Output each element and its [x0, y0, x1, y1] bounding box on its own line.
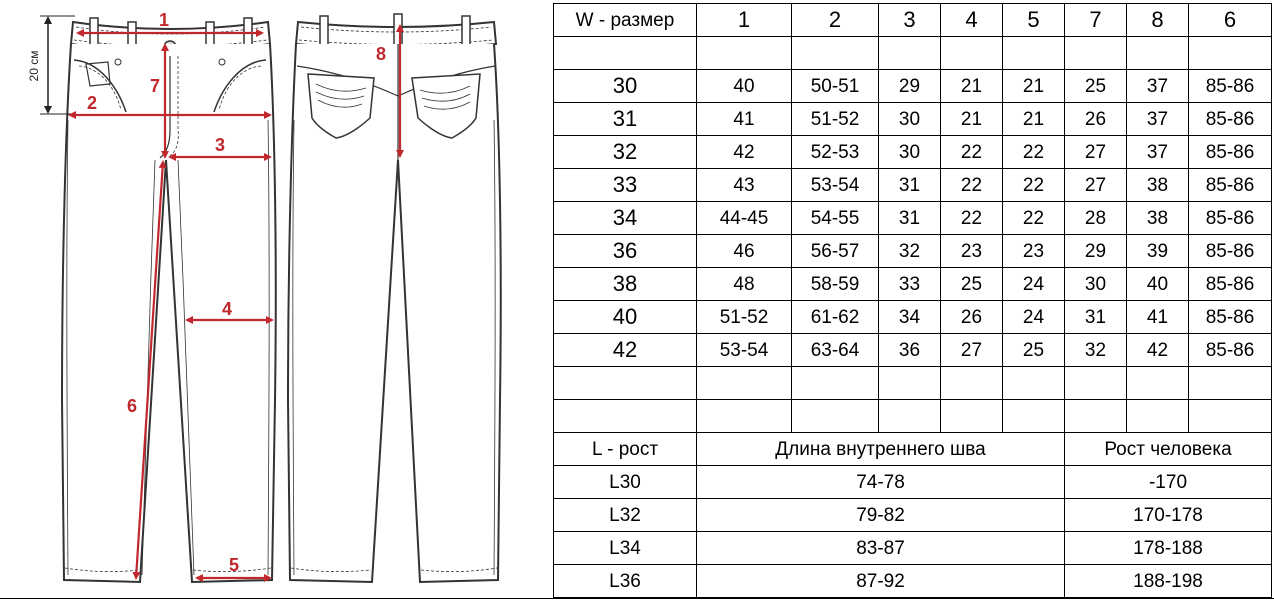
- scale-label: 20 см: [27, 50, 41, 82]
- waist-size-cell: 38: [554, 268, 697, 301]
- measurement-value-cell: 85-86: [1189, 301, 1272, 334]
- size-row: [554, 268, 1272, 301]
- measurement-value-cell: 42: [1127, 334, 1189, 367]
- inseam-header: Длина внутреннего шва: [697, 433, 1065, 466]
- measurement-value-cell: 53-54: [697, 334, 792, 367]
- measurement-value-cell: 29: [879, 70, 941, 103]
- measurement-value-cell: 32: [1065, 334, 1127, 367]
- length-label-cell: L36: [554, 565, 697, 598]
- length-row: [554, 565, 1272, 598]
- empty-cell: [1127, 37, 1189, 70]
- empty-cell: [697, 367, 792, 400]
- measurement-value-cell: 26: [1065, 103, 1127, 136]
- measurement-value-cell: 85-86: [1189, 334, 1272, 367]
- inseam-value-cell: 79-82: [697, 499, 1065, 532]
- measurement-value-cell: 26: [941, 301, 1003, 334]
- marker-5: 5: [228, 555, 240, 575]
- measurement-value-cell: 24: [1003, 268, 1065, 301]
- measurement-value-cell: 27: [1065, 136, 1127, 169]
- waist-size-cell: 33: [554, 169, 697, 202]
- size-chart-table: [553, 3, 1272, 598]
- empty-cell: [1189, 367, 1272, 400]
- measurement-value-cell: 48: [697, 268, 792, 301]
- empty-cell: [554, 400, 697, 433]
- empty-cell: [879, 400, 941, 433]
- measurement-value-cell: 21: [1003, 70, 1065, 103]
- empty-cell: [1065, 400, 1127, 433]
- waist-size-cell: 40: [554, 301, 697, 334]
- empty-cell: [697, 37, 792, 70]
- measurement-value-cell: 40: [697, 70, 792, 103]
- height-value-cell: 170-178: [1065, 499, 1272, 532]
- measurement-value-cell: 85-86: [1189, 103, 1272, 136]
- height-value-cell: -170: [1065, 466, 1272, 499]
- measurement-value-cell: 43: [697, 169, 792, 202]
- size-row: [554, 136, 1272, 169]
- measurement-value-cell: 37: [1127, 103, 1189, 136]
- empty-row: [554, 37, 1272, 70]
- measurement-value-cell: 25: [1003, 334, 1065, 367]
- measurement-value-cell: 30: [879, 136, 941, 169]
- measurement-column-header: 1: [697, 4, 792, 37]
- measurement-value-cell: 61-62: [792, 301, 879, 334]
- measurement-value-cell: 24: [1003, 301, 1065, 334]
- measurement-value-cell: 22: [941, 136, 1003, 169]
- waist-size-cell: 42: [554, 334, 697, 367]
- measurement-value-cell: 30: [879, 103, 941, 136]
- measurement-value-cell: 85-86: [1189, 136, 1272, 169]
- empty-row: [554, 367, 1272, 400]
- measurement-value-cell: 37: [1127, 70, 1189, 103]
- empty-cell: [941, 367, 1003, 400]
- measurement-value-cell: 85-86: [1189, 169, 1272, 202]
- measurement-value-cell: 28: [1065, 202, 1127, 235]
- measurement-value-cell: 63-64: [792, 334, 879, 367]
- measurement-value-cell: 41: [1127, 301, 1189, 334]
- measurement-value-cell: 51-52: [792, 103, 879, 136]
- measurement-value-cell: 53-54: [792, 169, 879, 202]
- measurement-value-cell: 23: [1003, 235, 1065, 268]
- waist-size-cell: 32: [554, 136, 697, 169]
- measurement-value-cell: 50-51: [792, 70, 879, 103]
- size-row: [554, 70, 1272, 103]
- measurement-column-header: 4: [941, 4, 1003, 37]
- empty-cell: [1003, 37, 1065, 70]
- size-row: [554, 103, 1272, 136]
- length-label-cell: L30: [554, 466, 697, 499]
- measurement-column-header: 5: [1003, 4, 1065, 37]
- measurement-value-cell: 25: [1065, 70, 1127, 103]
- measurement-value-cell: 31: [879, 202, 941, 235]
- empty-cell: [554, 367, 697, 400]
- measurement-value-cell: 22: [941, 169, 1003, 202]
- measurement-value-cell: 32: [879, 235, 941, 268]
- height-value-cell: 188-198: [1065, 565, 1272, 598]
- measurement-value-cell: 29: [1065, 235, 1127, 268]
- size-header-row: [554, 4, 1272, 37]
- length-row: [554, 499, 1272, 532]
- measurement-value-cell: 85-86: [1189, 202, 1272, 235]
- length-label-cell: L34: [554, 532, 697, 565]
- measurement-value-cell: 22: [1003, 202, 1065, 235]
- measurement-column-header: 7: [1065, 4, 1127, 37]
- size-row: [554, 301, 1272, 334]
- measurement-value-cell: 36: [879, 334, 941, 367]
- measurement-value-cell: 30: [1065, 268, 1127, 301]
- measurement-column-header: 3: [879, 4, 941, 37]
- empty-cell: [1003, 367, 1065, 400]
- empty-cell: [879, 37, 941, 70]
- size-row: [554, 235, 1272, 268]
- measurement-column-header: 8: [1127, 4, 1189, 37]
- measurement-value-cell: 22: [1003, 169, 1065, 202]
- measurement-value-cell: 41: [697, 103, 792, 136]
- empty-cell: [1003, 400, 1065, 433]
- measurement-value-cell: 38: [1127, 202, 1189, 235]
- inseam-value-cell: 74-78: [697, 466, 1065, 499]
- measurement-value-cell: 52-53: [792, 136, 879, 169]
- empty-row: [554, 400, 1272, 433]
- measurement-value-cell: 85-86: [1189, 268, 1272, 301]
- measurement-value-cell: 31: [1065, 301, 1127, 334]
- empty-cell: [554, 37, 697, 70]
- measurement-value-cell: 37: [1127, 136, 1189, 169]
- measurement-value-cell: 54-55: [792, 202, 879, 235]
- height-header: Рост человека: [1065, 433, 1272, 466]
- waist-size-cell: 30: [554, 70, 697, 103]
- bottom-divider: [0, 598, 1274, 599]
- inseam-value-cell: 83-87: [697, 532, 1065, 565]
- length-header-row: [554, 433, 1272, 466]
- empty-cell: [1065, 37, 1127, 70]
- size-row: [554, 334, 1272, 367]
- empty-cell: [1189, 37, 1272, 70]
- measurement-value-cell: 21: [941, 70, 1003, 103]
- size-row: [554, 202, 1272, 235]
- marker-4: 4: [221, 299, 233, 319]
- measurement-value-cell: 21: [1003, 103, 1065, 136]
- empty-cell: [1127, 400, 1189, 433]
- marker-7: 7: [149, 76, 161, 96]
- height-value-cell: 178-188: [1065, 532, 1272, 565]
- measurement-value-cell: 22: [941, 202, 1003, 235]
- empty-cell: [1127, 367, 1189, 400]
- marker-2: 2: [86, 93, 98, 113]
- length-row: [554, 466, 1272, 499]
- pants-measurement-diagram: [0, 0, 555, 602]
- w-size-header: W - размер: [554, 4, 697, 37]
- empty-cell: [697, 400, 792, 433]
- marker-8: 8: [375, 44, 387, 64]
- measurement-value-cell: 34: [879, 301, 941, 334]
- length-row: [554, 532, 1272, 565]
- waist-size-cell: 36: [554, 235, 697, 268]
- empty-cell: [792, 37, 879, 70]
- length-header-label: L - рост: [554, 433, 697, 466]
- measurement-value-cell: 21: [941, 103, 1003, 136]
- measurement-value-cell: 22: [1003, 136, 1065, 169]
- empty-cell: [1065, 367, 1127, 400]
- waist-size-cell: 31: [554, 103, 697, 136]
- measurement-value-cell: 85-86: [1189, 70, 1272, 103]
- measurement-value-cell: 23: [941, 235, 1003, 268]
- measurement-value-cell: 42: [697, 136, 792, 169]
- empty-cell: [792, 400, 879, 433]
- measurement-value-cell: 51-52: [697, 301, 792, 334]
- back-view: [288, 14, 501, 582]
- measurement-value-cell: 27: [941, 334, 1003, 367]
- empty-cell: [792, 367, 879, 400]
- measurement-column-header: 2: [792, 4, 879, 37]
- empty-cell: [941, 37, 1003, 70]
- size-row: [554, 169, 1272, 202]
- measurement-value-cell: 33: [879, 268, 941, 301]
- marker-1: 1: [158, 10, 170, 30]
- empty-cell: [879, 367, 941, 400]
- measurement-value-cell: 25: [941, 268, 1003, 301]
- empty-cell: [1189, 400, 1272, 433]
- measurement-value-cell: 39: [1127, 235, 1189, 268]
- measurement-value-cell: 38: [1127, 169, 1189, 202]
- inseam-value-cell: 87-92: [697, 565, 1065, 598]
- measurement-value-cell: 27: [1065, 169, 1127, 202]
- waist-size-cell: 34: [554, 202, 697, 235]
- measurement-column-header: 6: [1189, 4, 1272, 37]
- empty-cell: [941, 400, 1003, 433]
- measurement-value-cell: 58-59: [792, 268, 879, 301]
- measurement-value-cell: 40: [1127, 268, 1189, 301]
- measurement-value-cell: 44-45: [697, 202, 792, 235]
- measurement-value-cell: 85-86: [1189, 235, 1272, 268]
- measurement-value-cell: 46: [697, 235, 792, 268]
- measurement-value-cell: 56-57: [792, 235, 879, 268]
- marker-6: 6: [126, 396, 138, 416]
- measurement-value-cell: 31: [879, 169, 941, 202]
- length-label-cell: L32: [554, 499, 697, 532]
- marker-3: 3: [214, 135, 226, 155]
